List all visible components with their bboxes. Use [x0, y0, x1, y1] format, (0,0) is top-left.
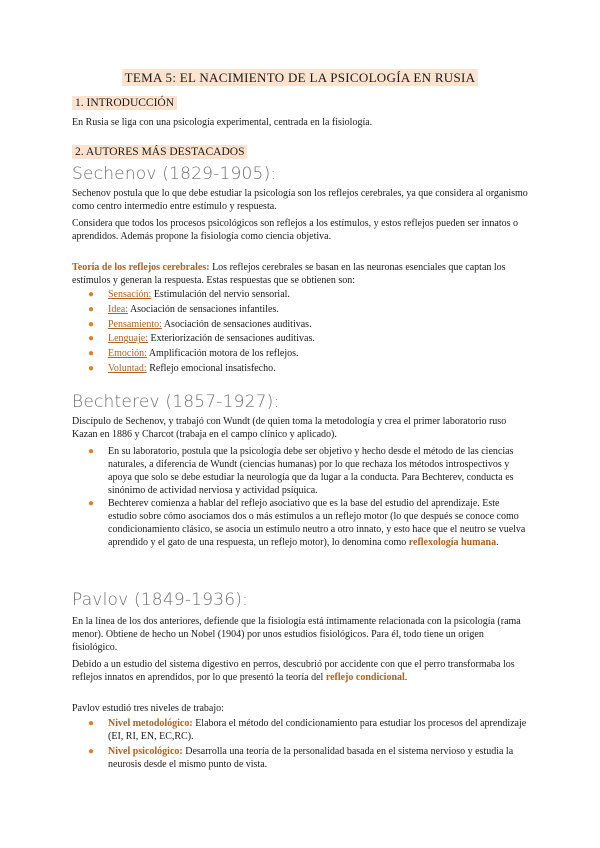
section-heading-intro: 1. INTRODUCCIÓN: [72, 97, 177, 109]
list-item: ● Nivel psicológico: Desarrolla una teoría de la personalidad basada en el sistema nervioso y estudia la neurosis desde el mismo punto de vista.: [88, 746, 514, 770]
author-heading-sechenov: Sechenov (1829-1905):: [72, 164, 277, 184]
list-item: ● Bechterev comienza a hablar del reflejo asociativo que es la base del estudio del aprendizaje. Este estudio sobre cómo asociamos dos o más estímulos a un reflejo motor (lo que después se conoce como condicionamiento clásico, se asocia un estímulo neutro a otro innato, y esto hace que el neutro se vuelva aprendido y el gato de una respuesta, un reflejo motor), lo denomina como reflexología humana.: [88, 498, 526, 548]
list-item: ● Nivel metodológico: Elabora el método del condicionamiento para estudiar los procesos del aprendizaje (EI, RI, EN, EC,RC).: [88, 718, 527, 742]
author-heading-bechterev: Bechterev (1857-1927):: [72, 392, 280, 412]
reflexologia-highlight: reflexología humana: [408, 537, 497, 548]
bullet-icon: ●: [88, 446, 95, 457]
theory-label: Teoría de los reflejos cerebrales:: [72, 262, 210, 273]
reflejo-highlight: reflejo condicional: [325, 672, 405, 683]
bullet-icon: ●: [88, 746, 95, 757]
bullet-icon: ●: [88, 333, 95, 345]
list-item: ● Idea: Asociación de sensaciones infantiles.: [72, 303, 530, 318]
bullet-icon: ●: [88, 362, 95, 374]
list-item: ● Voluntad: Reflejo emocional insatisfecho.: [72, 362, 530, 377]
author-heading-pavlov: Pavlov (1849-1936):: [72, 590, 249, 610]
pavlov-paragraph-3: Pavlov estudió tres niveles de trabajo:: [72, 703, 224, 714]
pavlov-levels-list: [72, 717, 530, 771]
bullet-icon: ●: [88, 498, 95, 509]
sechenov-response-list: [72, 288, 530, 377]
bullet-icon: ●: [88, 303, 95, 315]
page-title: TEMA 5: EL NACIMIENTO DE LA PSICOLOGÍA EN RUSIA: [0, 70, 600, 86]
section-heading-authors: 2. AUTORES MÁS DESTACADOS: [72, 146, 247, 158]
pavlov-paragraph-1: En la línea de los dos anteriores, defiende que la fisiología está íntimamente relacionada con la psicología (rama menor). Obtiene de hecho un Nobel (1904) por unos estudios fisiológicos. Para él, todo tiene un origen fisiológico.: [72, 616, 521, 653]
bechterev-paragraph-1: Discípulo de Sechenov, y trabajó con Wundt (de quien toma la metodología y crea el primer laboratorio ruso Kazan en 1886 y Charcot (trabaja en el campo clínico y aplicado).: [72, 416, 507, 440]
list-item: ● Sensación: Estimulación del nervio sensorial.: [72, 288, 530, 303]
list-item: ● En su laboratorio, postula que la psicología debe ser objetivo y hecho desde el método de las ciencias naturales, a diferencia de Wundt (ciencias humanas) por lo que rechaza los métodos introspectivos y apoya que solo se debe estudiar la neurología que da lugar a la conducta. Para Bechterev, conducta es sinónimo de actividad nerviosa y actividad psíquica.: [88, 446, 514, 496]
bechterev-list: [72, 445, 530, 549]
intro-paragraph: En Rusia se liga con una psicología experimental, centrada en la fisiología.: [72, 117, 373, 128]
bullet-icon: ●: [88, 289, 95, 300]
sechenov-paragraph-2: Considera que todos los procesos psicológicos son reflejos a los estímulos, y estos reflejos pueden ser innatos o aprendidos. Además propone la fisiología como ciencia objetiva.: [72, 218, 519, 242]
list-item: ● Emoción: Amplificación motora de los reflejos.: [72, 347, 530, 362]
sechenov-theory-paragraph: Teoría de los reflejos cerebrales: Los reflejos cerebrales se basan en las neuronas esenciales que captan los estímulos y generan la respuesta. Estas respuestas que se obtienen son:: [72, 262, 506, 286]
sechenov-paragraph-1: Sechenov postula que lo que debe estudiar la psicología son los reflejos cerebrales, ya que considera al organismo como centro intermedio entre estímulo y respuesta.: [72, 188, 528, 212]
pavlov-paragraph-2: Debido a un estudio del sistema digestivo en perros, descubrió por accidente con que el perro transformaba los reflejos innatos en aprendidos, por lo que presentó la teoría del reflejo condicional.: [72, 659, 515, 683]
list-item: ● Pensamiento: Asociación de sensaciones auditivas.: [72, 318, 530, 333]
bullet-icon: ●: [88, 348, 95, 360]
list-item: ● Lenguaje: Exteriorización de sensaciones auditivas.: [72, 332, 530, 347]
bullet-icon: ●: [88, 318, 95, 330]
bullet-icon: ●: [88, 718, 95, 729]
